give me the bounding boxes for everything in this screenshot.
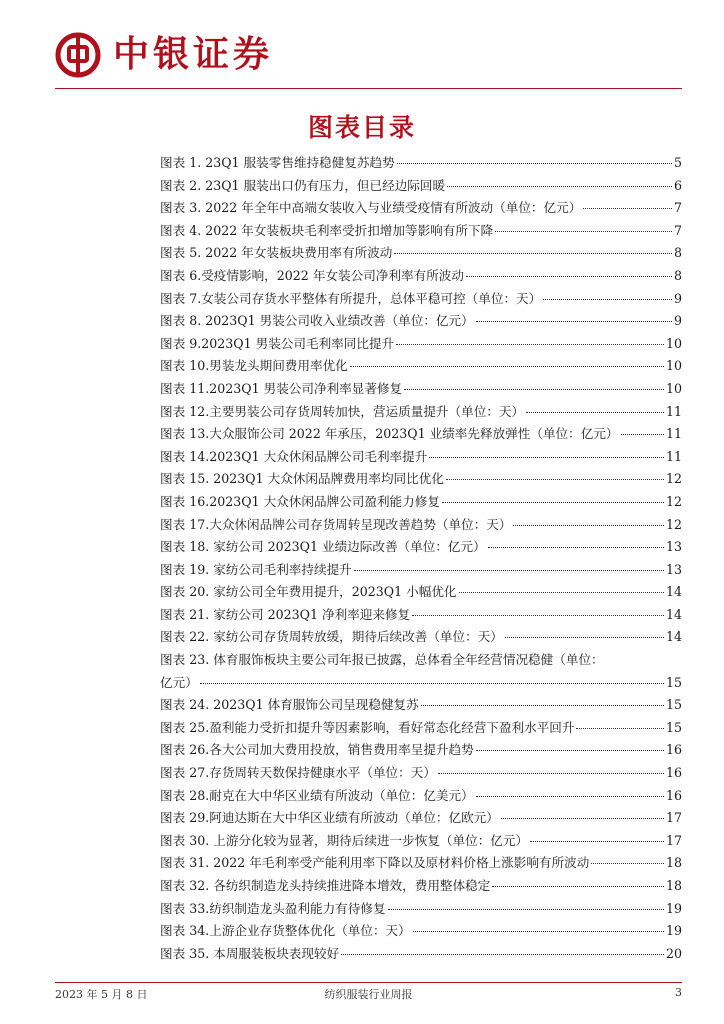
toc-entry[interactable] — [160, 626, 682, 649]
toc-entry-page: 19 — [665, 900, 682, 916]
toc-entry-label: 图表 9.2023Q1 男装公司毛利率同比提升 — [160, 335, 395, 351]
dot-leader — [396, 344, 664, 345]
toc-entry-label: 图表 30. 上游分化较为显著，期待后续进一步恢复（单位：亿元） — [160, 832, 529, 848]
report-name: 纺织服装行业周报 — [324, 988, 413, 1001]
page-number: 3 — [675, 986, 682, 999]
toc-entry-page: 12 — [665, 493, 682, 509]
brand-name: 中银证券 — [113, 34, 274, 75]
toc-entry-page: 10 — [665, 335, 682, 351]
dot-leader — [404, 389, 664, 390]
toc-entry-page: 11 — [665, 426, 682, 442]
toc-entry[interactable] — [160, 920, 682, 943]
toc-entry-page: 14 — [665, 606, 682, 622]
toc-entry[interactable] — [160, 875, 682, 898]
dot-leader — [476, 750, 664, 751]
toc-entry-page: 10 — [665, 358, 682, 374]
toc-entry-label: 图表 29.阿迪达斯在大中华区业绩有所波动（单位：亿欧元） — [160, 810, 499, 826]
toc-entry-page: 6 — [673, 177, 682, 193]
toc-entry-label: 图表 1. 23Q1 服装零售维持稳健复苏趋势 — [160, 155, 395, 170]
toc-entry[interactable] — [160, 220, 682, 243]
toc-entry-label: 图表 32. 各纺织制造龙头持续推进降本增效，费用整体稳定 — [160, 878, 491, 893]
dot-leader — [621, 434, 664, 435]
dot-leader — [388, 909, 664, 910]
toc-entry[interactable] — [160, 175, 682, 198]
toc-entry-page: 9 — [673, 313, 682, 329]
toc-entry-label: 图表 5. 2022 年女装板块费用率有所波动 — [160, 245, 393, 261]
toc-entry[interactable] — [160, 717, 682, 740]
toc-entry[interactable] — [160, 559, 682, 582]
dot-leader — [397, 163, 672, 164]
dot-leader — [495, 231, 672, 232]
toc-entry[interactable] — [160, 785, 682, 808]
page-footer — [55, 986, 682, 1002]
toc-entry[interactable] — [160, 152, 682, 175]
dot-leader — [413, 931, 664, 932]
toc-entry-page: 11 — [665, 403, 682, 419]
dot-leader — [447, 186, 672, 187]
page-header — [55, 30, 273, 80]
toc-entry[interactable] — [160, 378, 682, 401]
toc-entry-label: 图表 3. 2022 年全年中高端女装收入与业绩受疫情有所波动（单位：亿元） — [160, 200, 582, 216]
toc-entry-page: 17 — [665, 832, 682, 848]
toc-entry-label: 图表 10.男装龙头期间费用率优化 — [160, 358, 348, 374]
toc-entry-page: 18 — [665, 855, 682, 871]
toc-entry[interactable] — [160, 943, 682, 966]
dot-leader — [341, 954, 664, 955]
toc-entry-label: 图表 22. 家纺公司存货周转放缓，期待后续改善（单位：天） — [160, 629, 503, 645]
toc-entry-label: 图表 31. 2022 年毛利率受产能利用率下降以及原材料价格上涨影响有所波动 — [160, 855, 590, 871]
dot-leader — [591, 863, 664, 864]
toc-entry-page: 16 — [665, 765, 682, 781]
toc-entry-label: 图表 12.主要男装公司存货周转加快，营运质量提升（单位：天） — [160, 403, 525, 419]
toc-entry-page: 8 — [673, 245, 682, 261]
toc-entry-page: 9 — [673, 290, 682, 306]
toc-entry-label-continued: 亿元） — [160, 674, 198, 690]
toc-entry-label: 图表 27.存货周转天数保持健康水平（单位：天） — [160, 765, 436, 781]
toc-entry-page: 10 — [665, 380, 682, 396]
toc-entry[interactable] — [160, 536, 682, 559]
toc-entry-page: 5 — [673, 155, 682, 170]
toc-entry[interactable] — [160, 242, 682, 265]
toc-entry-label: 图表 14.2023Q1 大众休闲品牌公司毛利率提升 — [160, 448, 428, 464]
toc-entry-label: 图表 35. 本周服装板块表现较好 — [160, 945, 340, 961]
footer-divider — [55, 982, 682, 983]
toc-entry[interactable] — [160, 333, 682, 356]
toc-entry-label: 图表 24. 2023Q1 体育服饰公司呈现稳健复苏 — [160, 697, 419, 713]
toc-entry[interactable] — [160, 807, 682, 830]
dot-leader — [446, 479, 664, 480]
toc-entry[interactable] — [160, 446, 682, 469]
toc-entry-page: 15 — [665, 697, 682, 713]
toc-entry-page: 20 — [665, 945, 682, 961]
dot-leader — [583, 208, 672, 209]
report-date: 2023 年 5 月 8 日 — [55, 988, 148, 1001]
toc-entry[interactable] — [160, 649, 682, 694]
toc-entry[interactable] — [160, 694, 682, 717]
dot-leader — [476, 321, 672, 322]
toc-entry-page: 15 — [665, 674, 682, 690]
dot-leader — [476, 796, 664, 797]
toc-entry-label: 图表 33.纺织制造龙头盈利能力有待修复 — [160, 900, 386, 916]
toc-entry[interactable] — [160, 604, 682, 627]
toc-entry-label: 图表 11.2023Q1 男装公司净利率显著修复 — [160, 380, 403, 396]
toc-entry-page: 15 — [665, 719, 682, 735]
header-divider — [55, 88, 682, 89]
toc-entry[interactable] — [160, 423, 682, 446]
toc-entry-page: 13 — [665, 539, 682, 555]
toc-entry-label: 图表 16.2023Q1 大众休闲品牌公司盈利能力修复 — [160, 493, 440, 509]
toc-entry-page: 12 — [665, 471, 682, 487]
dot-leader — [530, 841, 664, 842]
toc-entry[interactable] — [160, 288, 682, 311]
dot-leader — [394, 253, 672, 254]
dot-leader — [200, 683, 664, 684]
toc-entry[interactable] — [160, 739, 682, 762]
dot-leader — [459, 592, 664, 593]
toc-entry-page: 14 — [665, 584, 682, 600]
toc-entry-label: 图表 23. 体育服饰板块主要公司年报已披露，总体看全年经营情况稳健（单位： — [160, 652, 604, 668]
toc-entry-label: 图表 6.受疫情影响，2022 年女装公司净利率有所波动 — [160, 267, 464, 283]
toc-entry[interactable] — [160, 491, 682, 514]
toc-entry[interactable] — [160, 265, 682, 288]
toc-entry-page: 11 — [665, 448, 682, 464]
toc-entry-page: 14 — [665, 629, 682, 645]
dot-leader — [350, 366, 664, 367]
toc-entry[interactable] — [160, 401, 682, 424]
toc-entry-label: 图表 25.盈利能力受折扣提升等因素影响，看好常态化经营下盈利水平回升 — [160, 719, 575, 735]
toc-entry-page: 18 — [665, 878, 682, 893]
toc-entry[interactable] — [160, 581, 682, 604]
page-title: 图表目录 — [307, 113, 416, 142]
toc-entry-label: 图表 2. 23Q1 服装出口仍有压力，但已经边际回暖 — [160, 177, 446, 193]
toc-entry-label: 图表 7.女装公司存货水平整体有所提升，总体平稳可控（单位：天） — [160, 290, 542, 306]
toc-entry-label: 图表 20. 家纺公司全年费用提升，2023Q1 小幅优化 — [160, 584, 457, 600]
toc-entry-page: 8 — [673, 267, 682, 283]
toc-entry-label: 图表 17.大众休闲品牌公司存货周转呈现改善趋势（单位：天） — [160, 516, 512, 532]
dot-leader — [576, 728, 664, 729]
toc-entry[interactable] — [160, 830, 682, 853]
dot-leader — [354, 570, 664, 571]
toc-entry-label: 图表 19. 家纺公司毛利率持续提升 — [160, 561, 352, 577]
toc-entry-page: 16 — [665, 787, 682, 803]
dot-leader — [442, 502, 664, 503]
dot-leader — [505, 637, 664, 638]
dot-leader — [429, 457, 664, 458]
toc-entry-page: 16 — [665, 742, 682, 758]
toc-entry[interactable] — [160, 852, 682, 875]
toc-entry-label: 图表 4. 2022 年女装板块毛利率受折扣增加等影响有所下降 — [160, 222, 494, 238]
toc-entry-label: 图表 28.耐克在大中华区业绩有所波动（单位：亿美元） — [160, 787, 474, 803]
bank-of-china-logo-icon — [55, 32, 101, 78]
toc-entry[interactable] — [160, 355, 682, 378]
toc-entry-page: 19 — [665, 923, 682, 939]
dot-leader — [466, 276, 672, 277]
toc-entry-page: 7 — [673, 200, 682, 216]
toc-entry-page: 13 — [665, 561, 682, 577]
toc-entry-label: 图表 21. 家纺公司 2023Q1 净利率迎来修复 — [160, 606, 411, 622]
dot-leader — [513, 525, 663, 526]
dot-leader — [488, 547, 664, 548]
toc-entry-label: 图表 13.大众服饰公司 2022 年承压，2023Q1 业绩率先释放弹性（单位：亿元） — [160, 426, 619, 442]
toc-entry[interactable] — [160, 898, 682, 921]
dot-leader — [421, 705, 664, 706]
toc-entry-label: 图表 8. 2023Q1 男装公司收入业绩改善（单位：亿元） — [160, 313, 474, 329]
dot-leader — [412, 615, 664, 616]
dot-leader — [526, 412, 664, 413]
toc-entry-label: 图表 26.各大公司加大费用投放，销售费用率呈提升趋势 — [160, 742, 474, 758]
toc-entry-page: 12 — [665, 516, 682, 532]
toc-entry[interactable] — [160, 514, 682, 537]
toc-entry-label: 图表 34.上游企业存货整体优化（单位：天） — [160, 923, 411, 939]
table-of-figures — [160, 152, 682, 965]
toc-entry-page: 17 — [665, 810, 682, 826]
dot-leader — [438, 773, 664, 774]
toc-entry[interactable] — [160, 310, 682, 333]
toc-entry-page: 7 — [673, 222, 682, 238]
toc-entry[interactable] — [160, 197, 682, 220]
toc-entry[interactable] — [160, 468, 682, 491]
dot-leader — [501, 818, 664, 819]
toc-entry-label: 图表 18. 家纺公司 2023Q1 业绩边际改善（单位：亿元） — [160, 539, 486, 555]
toc-entry[interactable] — [160, 762, 682, 785]
dot-leader — [543, 299, 672, 300]
toc-entry-label: 图表 15. 2023Q1 大众休闲品牌费用率均同比优化 — [160, 471, 444, 487]
dot-leader — [492, 886, 664, 887]
